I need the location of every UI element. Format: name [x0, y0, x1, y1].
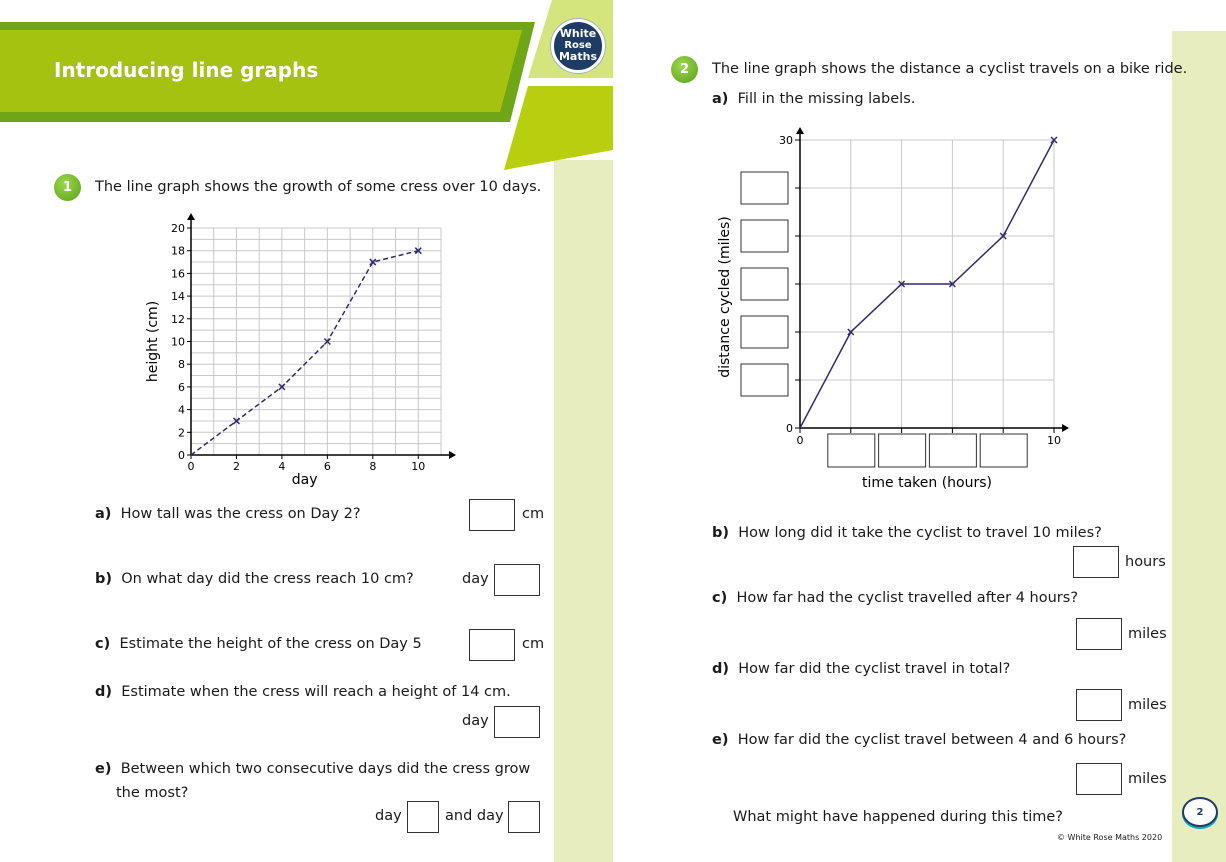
- left-side-band: [554, 160, 613, 862]
- q1-part-a: [95, 502, 361, 526]
- page-number: 2: [1196, 807, 1204, 818]
- q2-part-e-label: e): [712, 732, 729, 748]
- y-axis-title: height (cm): [145, 300, 161, 383]
- q2-e-answer-box[interactable]: [1076, 763, 1122, 795]
- y-label-answer-box: [741, 364, 788, 396]
- x-label-answer-box: [879, 434, 926, 467]
- q1-part-e-text-line-2: the most?: [116, 785, 189, 801]
- q1-part-b-label: b): [95, 571, 113, 587]
- q2-part-c-label: c): [712, 590, 728, 606]
- y-tick-label: 0: [178, 449, 185, 462]
- y-tick-label: 30: [779, 134, 793, 147]
- q2-part-b-text: How long did it take the cyclist to travel 10 miles?: [738, 525, 1102, 541]
- y-label-answer-box: [741, 268, 788, 300]
- q1-a-answer-box[interactable]: [469, 499, 515, 531]
- right-side-band: [1172, 31, 1226, 862]
- q2-e-unit: miles: [1128, 771, 1167, 787]
- q1-c-answer-box[interactable]: [469, 629, 515, 661]
- q1-a-unit: cm: [522, 506, 545, 522]
- q2-part-d-text: How far did the cyclist travel in total?: [738, 661, 1011, 677]
- q2-part-c-text: How far had the cyclist travelled after 4 hours?: [736, 590, 1079, 606]
- q2-part-d-label: d): [712, 661, 730, 677]
- y-tick-label: 2: [178, 426, 185, 440]
- x-tick-label: 10: [1047, 434, 1061, 447]
- x-axis-arrow: [1062, 424, 1069, 432]
- logo-line-2: Rose: [564, 40, 592, 51]
- y-label-answer-box: [741, 172, 788, 204]
- x-tick-label: 0: [187, 460, 195, 473]
- q1-part-d-text: Estimate when the cress will reach a height of 14 cm.: [121, 684, 511, 700]
- y-tick-label: 10: [171, 335, 185, 349]
- x-tick-label: 8: [369, 460, 377, 473]
- q1-e-answer-box-1[interactable]: [407, 801, 439, 833]
- q1-part-d-label: d): [95, 684, 113, 700]
- q1-part-c-label: c): [95, 636, 111, 652]
- q2-b-unit: hours: [1125, 554, 1166, 570]
- y-label-answer-box: [741, 220, 788, 252]
- y-tick-label: 0: [786, 422, 793, 435]
- page-number-bubble: [1182, 797, 1218, 827]
- y-axis-arrow: [796, 127, 804, 134]
- y-tick-label: 8: [178, 358, 185, 372]
- q2-part-e: [712, 728, 1126, 752]
- q2-part-c: [712, 586, 1078, 610]
- q1-d-prefix: day: [462, 713, 489, 729]
- x-label-answer-box: [980, 434, 1027, 467]
- logo-line-1: White: [559, 27, 597, 40]
- q2-c-unit: miles: [1128, 626, 1167, 642]
- q1-part-b-text: On what day did the cress reach 10 cm?: [121, 571, 414, 587]
- q1-part-e-text: Between which two consecutive days did the cress grow: [120, 761, 531, 777]
- x-tick-label: 2: [232, 460, 240, 473]
- q2-part-b-label: b): [712, 525, 730, 541]
- q2-d-answer-box[interactable]: [1076, 689, 1122, 721]
- x-axis-title: time taken (hours): [862, 475, 992, 491]
- question-2-number: 2: [671, 56, 698, 83]
- x-tick-label: 6: [323, 460, 331, 473]
- question-2-intro: The line graph shows the distance a cyclist travels on a bike ride.: [712, 61, 1188, 77]
- x-axis-title: day: [291, 472, 318, 488]
- q1-part-e: [95, 757, 530, 781]
- y-tick-label: 20: [171, 222, 185, 235]
- page-title: Introducing line graphs: [54, 58, 319, 82]
- q1-e-prefix: day: [375, 808, 402, 824]
- q2-e-followup: What might have happened during this time?: [733, 809, 1063, 825]
- x-tick-label: 4: [278, 460, 286, 473]
- q1-b-prefix: day: [462, 571, 489, 587]
- y-axis-arrow: [187, 213, 195, 220]
- q1-part-c-text: Estimate the height of the cress on Day 5: [119, 636, 422, 652]
- x-tick-label: 0: [796, 434, 804, 447]
- x-axis-arrow: [449, 451, 456, 459]
- question-1-number: 1: [54, 174, 81, 201]
- q2-part-a: [712, 87, 915, 111]
- q1-c-unit: cm: [522, 636, 545, 652]
- q2-part-d: [712, 657, 1010, 681]
- cress-growth-chart: [140, 212, 470, 492]
- q2-part-b: [712, 521, 1102, 545]
- q1-part-c: [95, 632, 422, 656]
- x-label-answer-box: [828, 434, 875, 467]
- cyclist-distance-chart: [700, 120, 1100, 500]
- y-tick-label: 4: [178, 403, 185, 417]
- q1-part-b: [95, 567, 414, 591]
- q1-part-d: [95, 680, 511, 704]
- question-1-intro: The line graph shows the growth of some cress over 10 days.: [95, 179, 542, 195]
- logo-line-3: Maths: [558, 50, 597, 63]
- y-tick-label: 16: [171, 267, 185, 281]
- y-tick-label: 6: [178, 380, 185, 394]
- q2-c-answer-box[interactable]: [1076, 618, 1122, 650]
- q2-part-a-label: a): [712, 91, 729, 107]
- x-label-answer-box: [929, 434, 976, 467]
- q1-e-middle-text: and day: [445, 808, 504, 824]
- white-rose-maths-logo: [551, 19, 605, 73]
- copyright-footer: © White Rose Maths 2020: [1057, 833, 1163, 842]
- q2-part-a-text: Fill in the missing labels.: [737, 91, 916, 107]
- y-axis-title: distance cycled (miles): [717, 216, 733, 378]
- q1-b-answer-box[interactable]: [494, 564, 540, 596]
- q1-part-a-label: a): [95, 506, 112, 522]
- q1-e-answer-box-2[interactable]: [508, 801, 540, 833]
- y-tick-label: 18: [171, 244, 185, 258]
- x-tick-label: 10: [411, 460, 426, 473]
- q2-part-e-text: How far did the cyclist travel between 4 and 6 hours?: [737, 732, 1127, 748]
- y-tick-label: 14: [171, 290, 185, 304]
- q1-part-e-label: e): [95, 761, 112, 777]
- header-banner: [0, 0, 613, 175]
- q2-b-answer-box[interactable]: [1073, 546, 1119, 578]
- y-tick-label: 12: [171, 312, 185, 326]
- q1-d-answer-box[interactable]: [494, 706, 540, 738]
- y-label-answer-box: [741, 316, 788, 348]
- q1-part-a-text: How tall was the cress on Day 2?: [120, 506, 361, 522]
- q2-d-unit: miles: [1128, 697, 1167, 713]
